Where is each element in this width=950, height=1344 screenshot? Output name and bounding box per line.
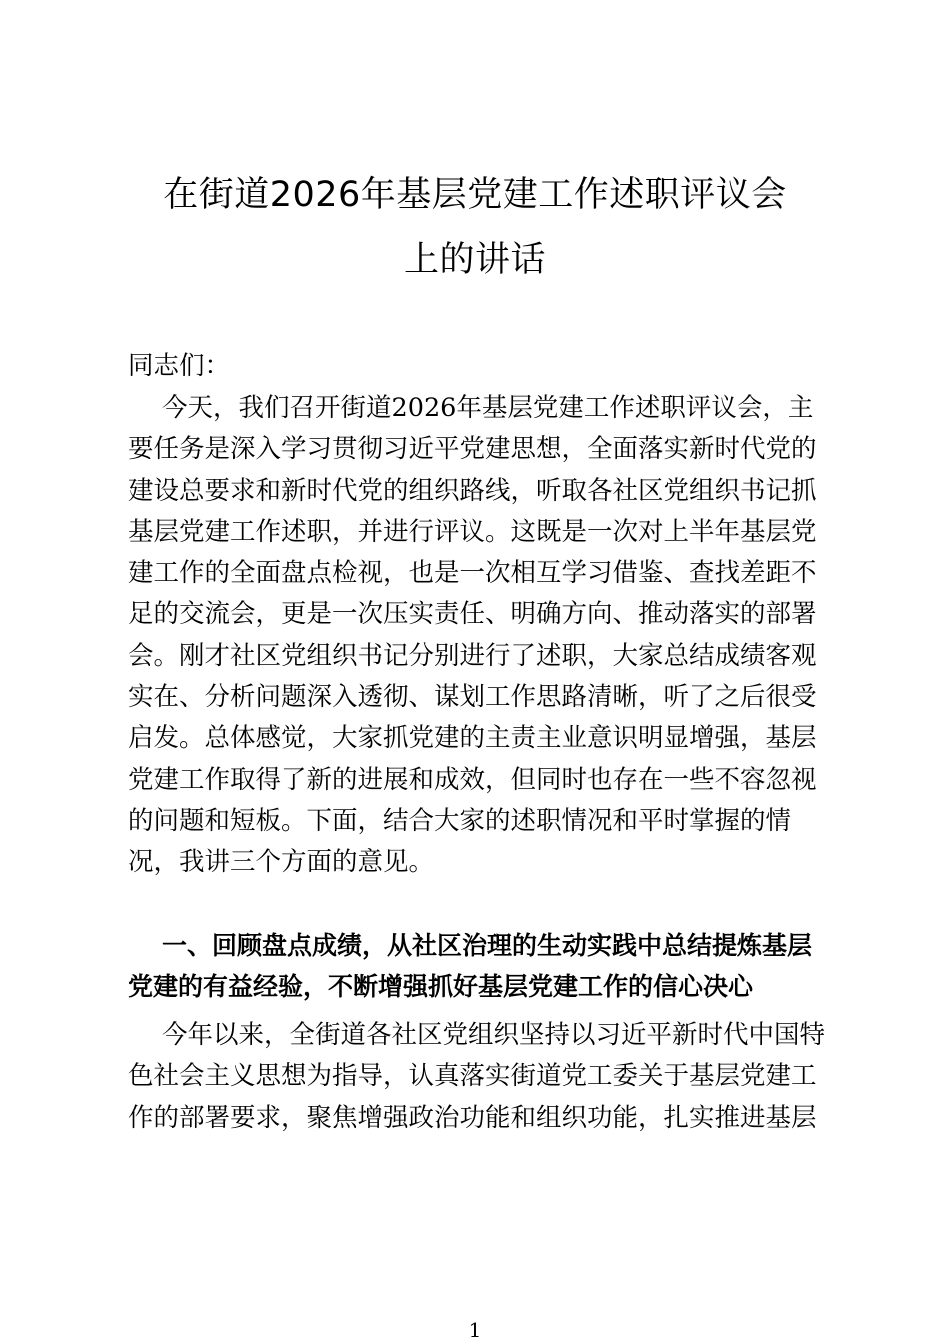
heading-line: 一、回顾盘点成绩，从社区治理的生动实践中总结提炼基层 [162,931,813,960]
paragraph-1 [128,390,828,886]
page-number: 1 [468,1318,482,1342]
paragraph-line: 实在、分析问题深入透彻、谋划工作思路清晰，听了之后很受 [128,682,817,713]
paragraph-line: 建工作的全面盘点检视，也是一次相互学习借鉴、查找差距不 [128,558,817,589]
document-title-line-2: 上的讲话 [403,240,546,280]
paragraph-line: 党建工作取得了新的进展和成效，但同时也存在一些不容忽视 [128,764,817,795]
paragraph-line: 作的部署要求，聚焦增强政治功能和组织功能，扎实推进基层 [128,1102,817,1133]
heading-line: 党建的有益经验，不断增强抓好基层党建工作的信心决心 [128,972,754,1002]
paragraph-line: 要任务是深入学习贯彻习近平党建思想，全面落实新时代党的 [128,434,817,465]
paragraph-line: 今年以来，全街道各社区党组织坚持以习近平新时代中国特 [162,1020,826,1050]
paragraph-line: 建设总要求和新时代党的组织路线，听取各社区党组织书记抓 [128,475,817,506]
paragraph-line: 色社会主义思想为指导，认真落实街道党工委关于基层党建工 [128,1061,817,1092]
paragraph-line: 况，我讲三个方面的意见。 [128,847,435,878]
paragraph-line: 启发。总体感觉，大家抓党建的主责主业意识明显增强，基层 [128,723,817,754]
document-title-line-1: 在街道2026年基层党建工作述职评议会 [163,175,787,215]
section-heading-1 [128,927,828,1010]
paragraph-line: 基层党建工作述职，并进行评议。这既是一次对上半年基层党 [128,516,817,547]
salutation: 同志们： [128,351,231,381]
paragraph-line: 会。刚才社区党组织书记分别进行了述职，大家总结成绩客观 [128,640,817,671]
paragraph-line: 足的交流会，更是一次压实责任、明确方向、推动落实的部署 [128,599,817,630]
paragraph-line: 今天，我们召开街道2026年基层党建工作述职评议会，主 [162,393,814,423]
paragraph-2 [128,1017,828,1141]
paragraph-line: 的问题和短板。下面，结合大家的述职情况和平时掌握的情 [128,805,792,836]
